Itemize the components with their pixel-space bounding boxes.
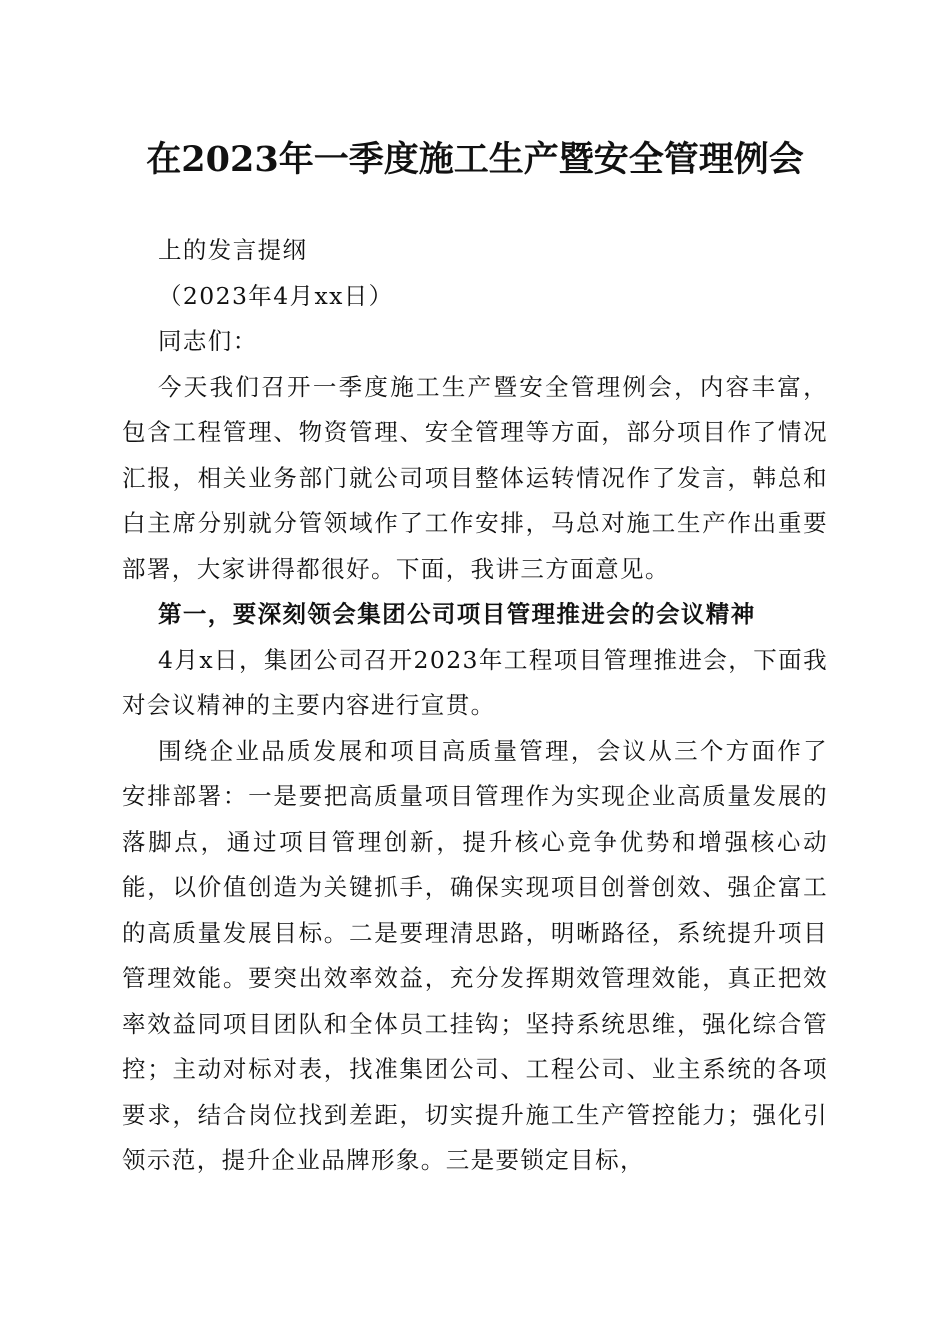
title-continuation: 上的发言提纲 (158, 236, 308, 264)
section-heading-1: 第一，要深刻领会集团公司项目管理推进会的会议精神 (158, 600, 756, 628)
document-title: 在2023年一季度施工生产暨安全管理例会 (146, 139, 804, 180)
salutation: 同志们： (158, 327, 258, 355)
document-body (122, 228, 828, 1184)
intro-paragraph: 今天我们召开一季度施工生产暨安全管理例会，内容丰富，包含工程管理、物资管理、安全管理等方面，部分项目作了情况汇报，相关业务部门就公司项目整体运转情况作了发言，韩总和白主席分别就分管领域作了工作安排，马总对施工生产作出重要部署，大家讲得都很好。下面，我讲三方面意见。 (122, 372, 828, 583)
body-paragraph-1: 4月x日，集团公司召开2023年工程项目管理推进会，下面我对会议精神的主要内容进行宣贯。 (122, 645, 828, 719)
date-line: （2023年4月xx日） (158, 281, 394, 310)
body-paragraph-2: 围绕企业品质发展和项目高质量管理，会议从三个方面作了安排部署：一是要把高质量项目管理作为实现企业高质量发展的落脚点，通过项目管理创新，提升核心竞争优势和增强核心动能，以价值创造为关键抓手，确保实现项目创誉创效、强企富工的高质量发展目标。二是要理清思路，明晰路径，系统提升项目管理效能。要突出效率效益，充分发挥期效管理效能，真正把效率效益同项目团队和全体员工挂钩；坚持系统思维，强化综合管控；主动对标对表，找准集团公司、工程公司、业主系统的各项要求，结合岗位找到差距，切实提升施工生产管控能力；强化引领示范，提升企业品牌形象。三是要锁定目标， (122, 736, 828, 1174)
